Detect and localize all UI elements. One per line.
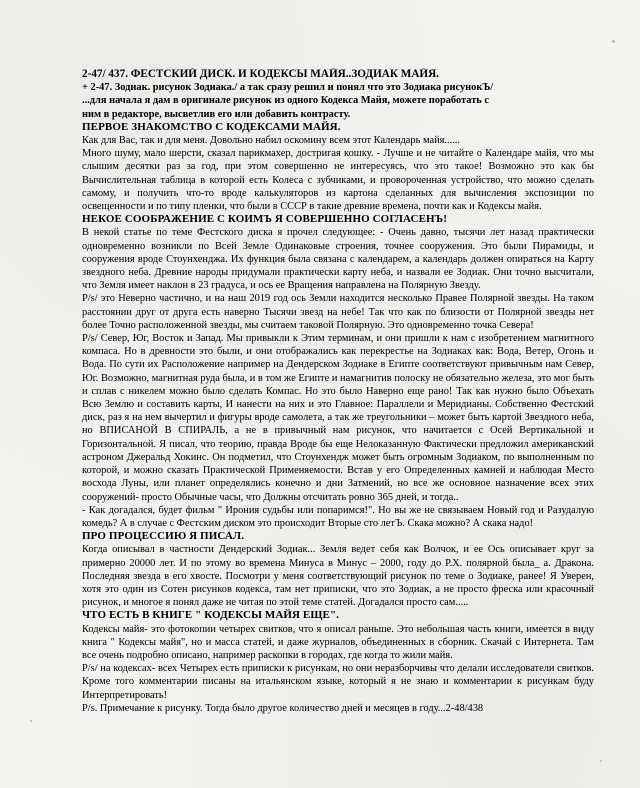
title-subline-2: ...для начала я дам в оригинале рисунок из одного Кодекса Майя, можете поработать с [82,95,489,107]
paragraph-note-italian: P/s/ на кодексах- всех Четырех есть приписки к рисункам, но они неразборчивы что делали исследователи свитков. Кроме того комментарии писаны на итальянском языке, который я не знаю и комментарии к рисункам буду Интерпретировать! [82,663,594,701]
paragraph-note-figure: P/s. Примечание к рисунку. Тогда было другое количество дней и месяцев в году...2-48/438 [82,702,484,714]
paragraph-film: - Как догадался, будет фильм " Ирония судьбы или попаримся!". Но вы же не связываем Новый год и Разудалую комедь? А в случае с Фестским диском это происходит Вторые сто летЪ. Скака можно? А скака надо! [82,504,594,529]
document-title: 2-47/ 437. ФЕСТСКИЙ ДИСК. И КОДЕКСЫ МАЙЯ..ЗОДИАК МАЙЯ. [82,68,439,80]
title-subline-1: + 2-47. Зодиак. рисунок Зодиака./ а так сразу решил и понял что это Зодиака рисунокЪ/ [82,82,494,94]
section-heading-agreement: НЕКОЕ СООБРАЖЕНИЕ С КОИМЪ Я СОВЕРШЕННО СОГЛАСЕНЪ! [82,213,447,226]
paragraph-intro: Как для Вас, так и для меня. Довольно набил оскомину всем этот Календарь майя...... [82,135,460,147]
paragraph-polar-star: P/s/ это Неверно частично, и на наш 2019 год ось Земли находится несколько Правее Полярной звезды. На таком расстоянии друг от друга есть наверно Тысячи звезд на небе! Так что как по близости от Полярной звезды нет более Точно расположенной звезды, мы считаем таковой Полярную. Это одновременно точка Севера! [82,293,594,331]
paragraph-dendera: Когда описывал в частности Дендерский Зодиак... Земля ведет себя как Волчок, и ее Ось описывает круг за примерно 20000 лет. И по этому во времена Минуса в Минус – 2000, году до Р.Х. полярной была_ а. Дракона. Последняя звезда в его хвосте. Посмотри у меня соответствующий рисунок по теме о Зодиаке, ранее! Я Уверен, хотя это один из Сотен рисунков кодекса, там нет приписки, что это Зодиак, а не просто фреска или красочный рисунок, и многое я понял даже не читая по этой теме статей. Догадался просто сам..... [82,544,594,609]
paragraph-cardinal-directions: P/s/ Север, Юг, Восток и Запад. Мы привыкли к Этим терминам, и они пришли к нам с изобретением магнитного компаса. Но в древности это были, и они отображались как перекрестье на Зодиаках как: Вода, Ветер, Огонь и Вода. По сути их Расположение например на Дендерском Зодиаке в Египте соответствуют привычным нам Север, Юг. Возможно, магнитная руда была, и в том же Египте и намагнитив полоску не обязательно железа, это мог быть и сплав с никелем можно было сделать Компас. Но это было Наверно еще рано! Так как нужно было Объехать Всю Землю и составить карты, И нанести на них и это Главное: Параллели и Меридианы. Собственно Фестский диск, раз я на нем вычертил и фигуры вроде самолета, а так же треугольники – может быть картой Звездного неба, но ВПИСАНОЙ В СПИРАЛЬ, а не в привычный нам рисунок, что начитается с Осей Вертикальной и Горизонтальной. Я писал, что теорию, правда Вроде бы еще Нелоказанную Фактически предложил американский астроном Джеральд Хокинс. Он подметил, что Стоунхендж может быть огромным Зодиаком, по выполненным по которой, и можно сказать Практической Применяемости. Встав у его Определенных камней и наблюдая Место восхода Луны, или планет определялись конечно и дни Затмений, но все же основное назначение всех этих сооружений- просто Обычные часы, что Должны отсчитать ровно 365 дней, и тогда.. [82,333,594,503]
section-heading-book: ЧТО ЕСТЬ В КНИГЕ " КОДЕКСЫ МАЙЯ ЕЩЕ". [82,609,340,622]
paragraph-calendar: Много шуму, мало шерсти, сказал парикмахер, достригая кошку. - Лучше и не читайте о Календаре майя, что мы слышим десятки раз за год, при этом совершенно не интересуясь, что это такое! Возможно это как бы Вычислительная таблица в которой есть Колеса с зубчиками, и провороченная устройство, что можно сделать самому, и получить что-то вроде калькуляторов из картона сделанных для вычисления экспозиции по освещенности и по типу пленки, что были в СССР в такие древние времена, почти как и Кодексы майя. [82,148,594,213]
section-heading-first-acquaintance: ПЕРВОЕ ЗНАКОМСТВО С КОДЕКСАМИ МАЙЯ. [82,120,341,133]
paragraph-codices: Кодексы майя- это фотокопии четырех свитков, что я описал раньше. Это небольшая часть книги, имеется в виду книга " Кодексы майя", но и масса статей, и даже журналов, объединенных в сборник. Скачай с Интернета. Там все очень подробно описано, например раскопки в городах, где когда то жили майя. [82,623,594,661]
paragraph-article: В некой статье по теме Фестского диска я прочел следующее: - Очень давно, тысячи лет назад практически одновременно возникли по Всей Земле Одинаковые строения, точнее сооружения. Это были Пирамиды, и сооружения вроде Стоунхенджа. Их функция была связана с календарем, а календарь должен опираться на Карту звездного неба. Древние народы придумали практически карту неба, и назвали ее Зодиак. Они точно высчитали, что Земля имеет наклон в 23 градуса, и ось ее Вращения направлена на Полярную Звезду. [82,227,594,292]
document-body [82,68,594,715]
title-subline-3: ним в редакторе, высветлив его или добавить контрасту. [82,108,351,120]
section-heading-precession: ПРО ПРОЦЕССИЮ Я ПИСАЛ. [82,530,245,543]
